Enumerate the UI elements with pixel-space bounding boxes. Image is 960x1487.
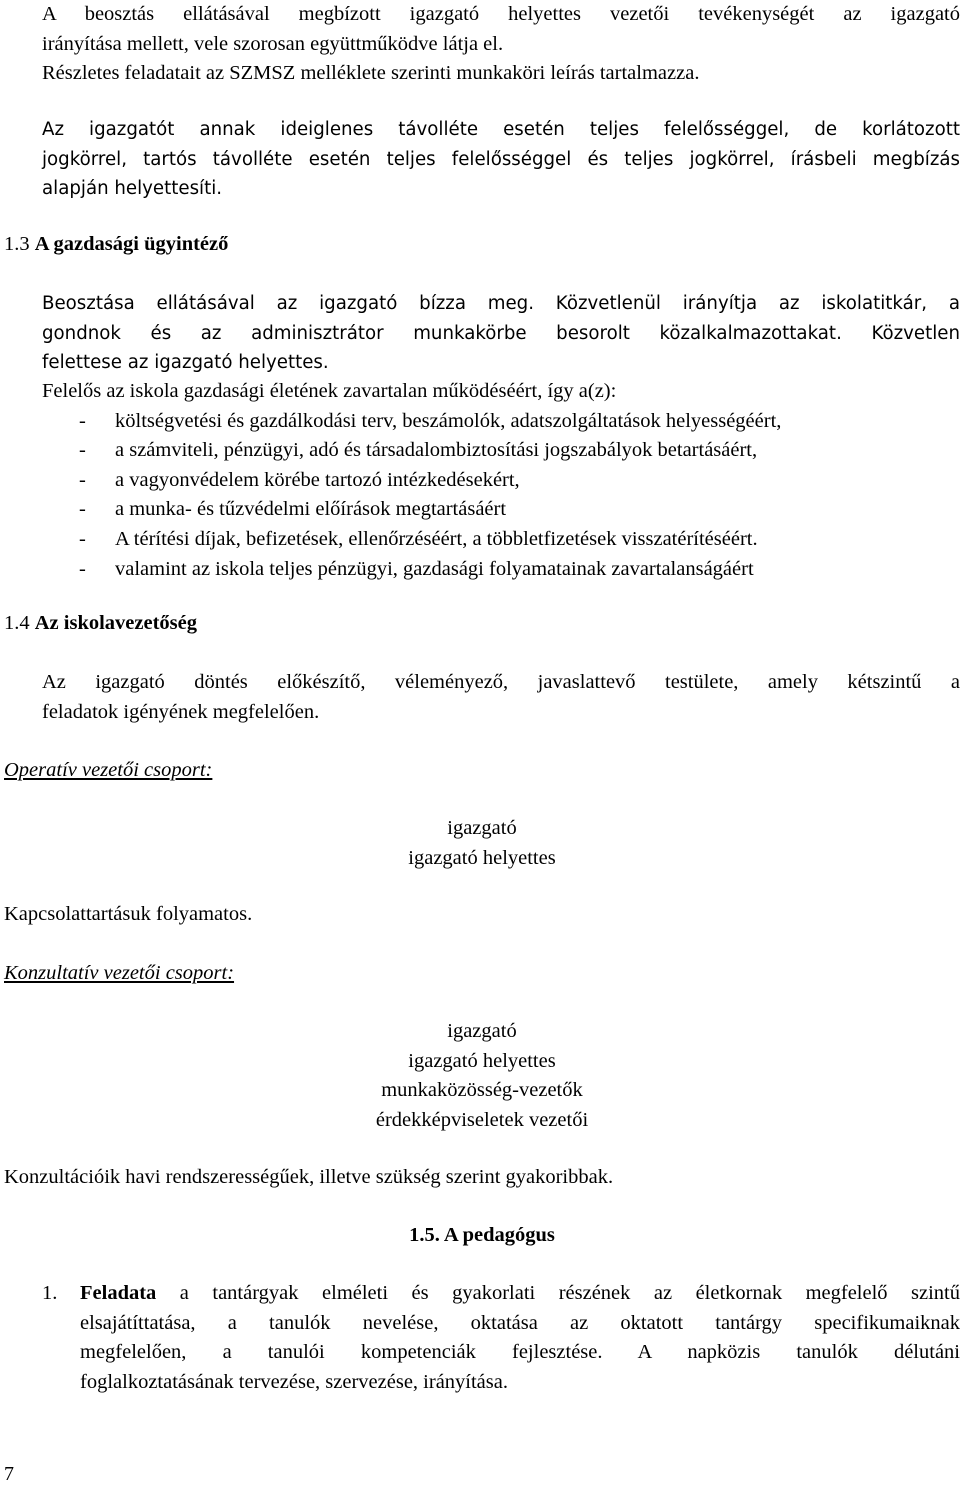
konzultativ-heading: Konzultatív vezetői csoport:	[4, 962, 235, 984]
text-line: megfelelően, a tanulói kompetenciák fejlesztése. A napközis tanulók délutáni	[80, 1341, 960, 1364]
item-text: a tantárgyak elméleti és gyakorlati részének az életkornak megfelelő szintű	[179, 1282, 960, 1304]
list-item	[42, 466, 960, 496]
section-heading-1-3	[4, 230, 228, 260]
text-line: Az igazgató döntés előkészítő, véleményező, javaslattevő testülete, amely kétszintű a	[42, 671, 960, 693]
list-item-text: költségvetési és gazdálkodási terv, beszámolók, adatszolgáltatások helyességéért,	[115, 409, 782, 432]
text-line: Az igazgatót annak ideiglenes távolléte esetén teljes felelősséggel, de korlátozott	[42, 119, 960, 140]
section-1-3-responsibilities	[42, 377, 960, 584]
operativ-members	[322, 814, 642, 873]
operativ-note: Kapcsolattartásuk folyamatos.	[4, 903, 253, 925]
text-line: Részletes feladatait az SZMSZ melléklete szerinti munkaköri leírás tartalmazza.	[42, 62, 700, 85]
text-line: irányítása mellett, vele szorosan együttműködve látja el.	[42, 32, 504, 55]
operativ-heading: Operatív vezetői csoport:	[4, 759, 213, 781]
konzultativ-members	[282, 1017, 682, 1135]
section-1-5-item	[42, 1279, 960, 1397]
text-line: foglalkoztatásának tervezése, szervezése, irányítása.	[80, 1370, 508, 1393]
item-bold-term: Feladata	[80, 1282, 157, 1304]
dash-bullet: -	[79, 409, 86, 432]
member-line: igazgató	[447, 817, 517, 839]
text-line: Felelős az iskola gazdasági életének zavartalan működéséért, így a(z):	[42, 380, 617, 402]
intro-paragraph	[42, 0, 960, 89]
list-item-text: a munka- és tűzvédelmi előírások megtartásáért	[115, 498, 507, 521]
list-item-text: A térítési díjak, befizetések, ellenőrzéséért, a többletfizetések visszatérítéséért.	[115, 527, 758, 550]
dash-bullet: -	[79, 468, 86, 491]
member-line: igazgató helyettes	[408, 1049, 556, 1072]
list-item	[42, 495, 960, 525]
member-line: munkaközösség-vezetők	[381, 1079, 583, 1102]
text-line: Beosztása ellátásával az igazgató bízza meg. Közvetlenül irányítja az iskolatitkár, a	[42, 293, 960, 314]
member-line: igazgató helyettes	[408, 846, 556, 869]
dash-bullet: -	[79, 498, 86, 521]
text-line: feladatok igényének megfelelően.	[42, 700, 320, 723]
member-line: érdekképviseletek vezetői	[375, 1108, 589, 1131]
section-title: Az iskolavezetőség	[34, 612, 197, 634]
section-heading-1-5: 1.5. A pedagógus	[409, 1224, 555, 1246]
list-item	[42, 436, 960, 466]
list-item-text: a vagyonvédelem körébe tartozó intézkedésekért,	[115, 468, 520, 491]
konzultativ-note: Konzultációik havi rendszerességűek, illetve szükség szerint gyakoribbak.	[4, 1166, 614, 1188]
list-item-text: a számviteli, pénzügyi, adó és társadalombiztosítási jogszabályok betartásáért,	[115, 439, 758, 462]
text-line: felettese az igazgató helyettes.	[42, 352, 329, 374]
list-item	[42, 407, 960, 437]
section-heading-1-4	[4, 609, 197, 639]
section-1-4-paragraph	[42, 668, 960, 727]
dash-bullet: -	[79, 557, 86, 580]
text-line: elsajátíttatása, a tanulók nevelése, oktatása az oktatott tantárgy specifikumaiknak	[80, 1311, 960, 1334]
section-title: A gazdasági ügyintéző	[34, 233, 229, 255]
list-item	[42, 525, 960, 555]
dash-bullet: -	[79, 527, 86, 550]
member-line: igazgató	[447, 1020, 517, 1042]
section-number: 1.4	[4, 612, 30, 634]
text-line	[80, 1279, 960, 1309]
list-item	[42, 555, 960, 585]
section-number: 1.3	[4, 233, 30, 255]
text-line: alapján helyettesíti.	[42, 178, 223, 200]
text-line: gondnok és az adminisztrátor munkakörbe besorolt közalkalmazottakat. Közvetlen	[42, 322, 960, 344]
section-1-3-paragraph	[42, 289, 960, 378]
text-line: jogkörrel, tartós távolléte esetén teljes felelősséggel és teljes jogkörrel, írásbeli megbízás	[42, 148, 960, 170]
item-number: 1.	[42, 1282, 58, 1304]
item-body	[80, 1279, 960, 1397]
page-number: 7	[4, 1463, 14, 1485]
dash-bullet: -	[79, 439, 86, 462]
list-item-text: valamint az iskola teljes pénzügyi, gazdasági folyamatainak zavartalanságáért	[115, 557, 754, 580]
substitution-paragraph	[42, 115, 960, 204]
text-line: A beosztás ellátásával megbízott igazgató helyettes vezetői tevékenységét az igazgató	[42, 3, 960, 25]
